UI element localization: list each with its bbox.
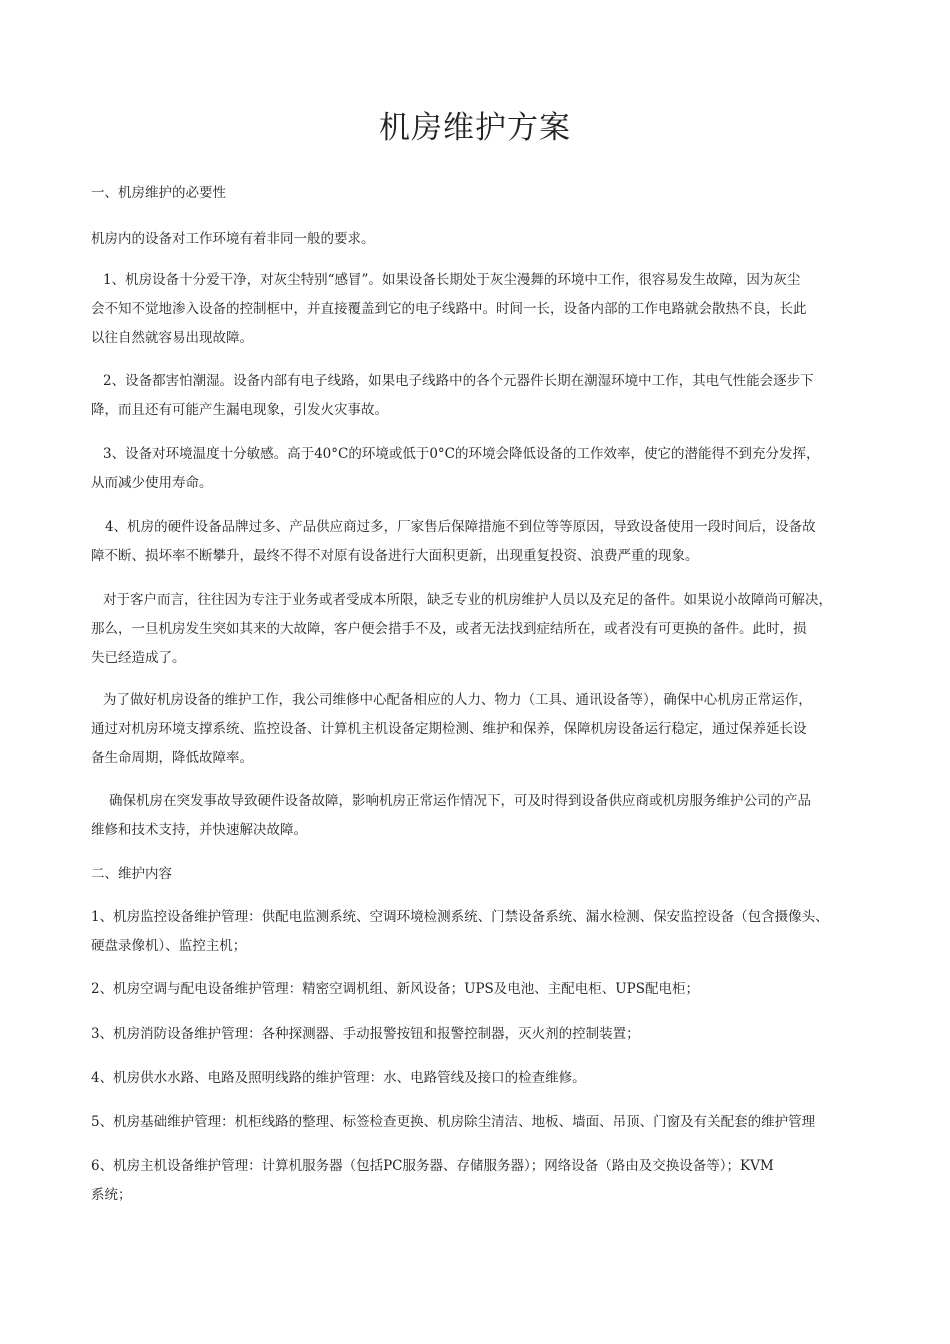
section1-heading: 一、机房维护的必要性 bbox=[91, 185, 226, 201]
item2-paragraph: 2、设备都害怕潮湿。设备内部有电子线路，如果电子线路中的各个元器件长期在潮湿环境中工作，其电气性能会逐步下 降，而且还有可能产生漏电现象，引发火灾事故。 bbox=[91, 373, 814, 418]
item1-paragraph: 1、机房设备十分爱干净，对灰尘特别“感冒”。如果设备长期处于灰尘漫舞的环境中工作，很容易发生故障，因为灰尘 会不知不觉地渗入设备的控制框中，并直接覆盖到它的电子线路中。时间一长，设备内部的工作电路就会散热不良，长此 以往自然就容易出现故障。 bbox=[91, 272, 807, 346]
item4-paragraph: 4、机房的硬件设备品牌过多、产品供应商过多，厂家售后保障措施不到位等等原因，导致设备使用一段时间后，设备故 障不断、损坏率不断攀升，最终不得不对原有设备进行大面积更新，出现重复投资、浪费严重的现象。 bbox=[91, 519, 816, 564]
ensure-paragraph: 确保机房在突发事故导致硬件设备故障，影响机房正常运作情况下，可及时得到设备供应商或机房服务维护公司的产品 维修和技术支持，并快速解决故障。 bbox=[91, 793, 811, 838]
content2-paragraph: 2、机房空调与配电设备维护管理：精密空调机组、新风设备；UPS及电池、主配电柜、UPS配电柜； bbox=[91, 981, 700, 997]
content4-paragraph: 4、机房供水水路、电路及照明线路的维护管理：水、电路管线及接口的检查维修。 bbox=[91, 1070, 586, 1086]
content3-paragraph: 3、机房消防设备维护管理：各种探测器、手动报警按钮和报警控制器，灭火剂的控制装置； bbox=[91, 1026, 640, 1042]
section2-heading: 二、维护内容 bbox=[91, 866, 172, 882]
company-paragraph: 为了做好机房设备的维护工作，我公司维修中心配备相应的人力、物力（工具、通讯设备等），确保中心机房正常运作， 通过对机房环境支撑系统、监控设备、计算机主机设备定期检测、维护和保养，保障机房设备运行稳定，通过保养延长设 备生命周期，降低故障率。 bbox=[91, 692, 812, 766]
content6-paragraph: 6、机房主机设备维护管理：计算机服务器（包括PC服务器、存储服务器）；网络设备（路由及交换设备等）；KVM 系统； bbox=[91, 1158, 774, 1203]
item3-paragraph: 3、设备对环境温度十分敏感。高于40°C的环境或低于0°C的环境会降低设备的工作效率，使它的潜能得不到充分发挥， 从而减少使用寿命。 bbox=[91, 446, 820, 491]
document-title: 机房维护方案 bbox=[379, 110, 571, 146]
content5-paragraph: 5、机房基础维护管理：机柜线路的整理、标签检查更换、机房除尘清洁、地板、墙面、吊顶、门窗及有关配套的维护管理 bbox=[91, 1114, 816, 1130]
customer-paragraph: 对于客户而言，往往因为专注于业务或者受成本所限，缺乏专业的机房维护人员以及充足的备件。如果说小故障尚可解决， 那么，一旦机房发生突如其来的大故障，客户便会措手不及，或者无法找到症结所在，或者没有可更换的备件。此时，损 失已经造成了。 bbox=[91, 592, 832, 666]
intro-paragraph: 机房内的设备对工作环境有着非同一般的要求。 bbox=[91, 231, 375, 247]
content1-paragraph: 1、机房监控设备维护管理：供配电监测系统、空调环境检测系统、门禁设备系统、漏水检测、保安监控设备（包含摄像头、 硬盘录像机）、监控主机； bbox=[91, 909, 829, 954]
